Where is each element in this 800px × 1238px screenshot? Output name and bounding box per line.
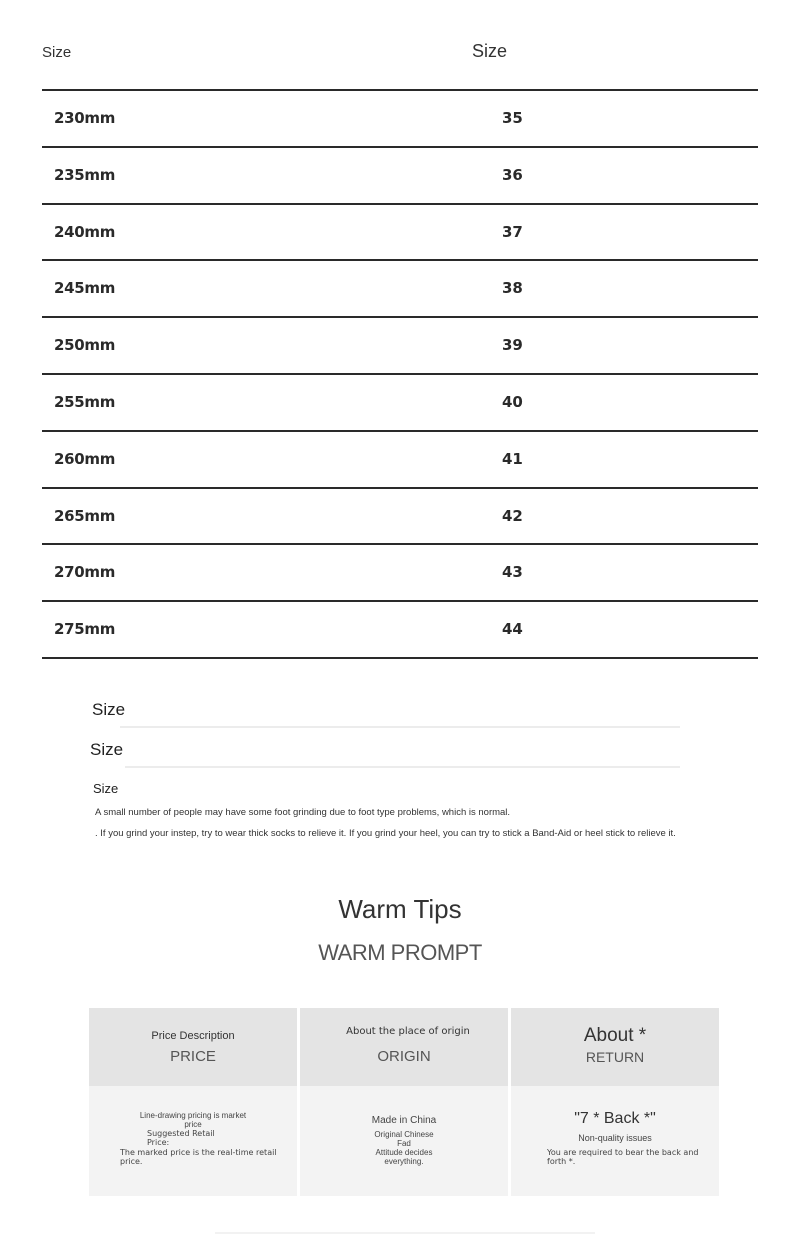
origin-body-line: Original Chinese xyxy=(374,1130,434,1139)
price-box-header xyxy=(89,1008,297,1086)
table-row xyxy=(42,431,758,487)
foot-length-cell: 240mm xyxy=(54,223,116,241)
table-row xyxy=(42,90,758,146)
return-body-line: forth *. xyxy=(547,1157,576,1166)
foot-length-cell: 250mm xyxy=(54,336,116,354)
foot-length-cell: 230mm xyxy=(54,109,116,127)
price-body-line: Price: xyxy=(147,1138,170,1147)
origin-body-line: Fad xyxy=(397,1139,411,1148)
note-title-2: Size xyxy=(90,740,124,759)
foot-length-cell: 265mm xyxy=(54,507,116,525)
return-box-header xyxy=(511,1008,719,1086)
faded-footer-line xyxy=(215,1232,595,1234)
note-title-1: Size xyxy=(92,700,126,719)
foot-length-cell: 270mm xyxy=(54,563,116,581)
origin-body-line: everything. xyxy=(384,1157,424,1166)
table-row xyxy=(42,260,758,316)
eu-size-cell: 43 xyxy=(502,563,523,581)
origin-box-body xyxy=(300,1086,508,1196)
price-body-line: The marked price is the real-time retail xyxy=(120,1148,277,1157)
table-row xyxy=(42,601,758,657)
warm-tips-title: Warm Tips xyxy=(338,894,462,924)
size-column-header-eu: Size xyxy=(472,41,508,61)
price-body-line: price. xyxy=(120,1157,143,1166)
table-row xyxy=(42,147,758,203)
table-row xyxy=(42,488,758,544)
faded-text-line xyxy=(125,766,680,768)
eu-size-cell: 36 xyxy=(502,166,523,184)
origin-body-main: Made in China xyxy=(371,1115,437,1126)
note-line-1: A small number of people may have some foot grinding due to foot type problems, which is normal. xyxy=(95,807,511,818)
return-body-main: "7 * Back *" xyxy=(574,1110,656,1127)
price-box-body xyxy=(89,1086,297,1196)
foot-length-cell: 255mm xyxy=(54,393,116,411)
note-title-3: Size xyxy=(93,781,119,796)
origin-box-header xyxy=(300,1008,508,1086)
return-box-body xyxy=(511,1086,719,1196)
origin-body-line: Attitude decides xyxy=(375,1148,433,1157)
eu-size-cell: 37 xyxy=(502,223,523,241)
table-row xyxy=(42,374,758,430)
eu-size-cell: 35 xyxy=(502,109,523,127)
return-box-caption: RETURN xyxy=(585,1049,645,1065)
origin-box-label: About the place of origin xyxy=(346,1026,470,1037)
price-box-label: Price Description xyxy=(151,1030,235,1042)
foot-length-cell: 260mm xyxy=(54,450,116,468)
price-body-line: price xyxy=(184,1120,202,1129)
origin-info-box xyxy=(300,1008,508,1196)
return-body-line: You are required to bear the back and xyxy=(547,1148,699,1157)
eu-size-cell: 42 xyxy=(502,507,523,525)
return-info-box xyxy=(511,1008,719,1196)
faded-text-line xyxy=(120,726,680,728)
foot-length-cell: 235mm xyxy=(54,166,116,184)
foot-length-cell: 245mm xyxy=(54,279,116,297)
eu-size-cell: 39 xyxy=(502,336,523,354)
return-body-sub: Non-quality issues xyxy=(578,1133,652,1143)
foot-length-cell: 275mm xyxy=(54,620,116,638)
eu-size-cell: 38 xyxy=(502,279,523,297)
origin-box-caption: ORIGIN xyxy=(377,1048,431,1065)
eu-size-cell: 44 xyxy=(502,620,523,638)
price-box-caption: PRICE xyxy=(170,1048,216,1065)
warm-tips-subtitle: WARM PROMPT xyxy=(318,940,482,965)
table-row xyxy=(42,204,758,260)
return-box-label: About * xyxy=(583,1025,647,1046)
table-row xyxy=(42,544,758,600)
price-info-box xyxy=(89,1008,297,1196)
eu-size-cell: 40 xyxy=(502,393,523,411)
price-body-line: Line-drawing pricing is market xyxy=(139,1111,247,1120)
note-line-2: . If you grind your instep, try to wear thick socks to relieve it. If you grind your heel, you can try to stick a Band-Aid or heel stick to relieve it. xyxy=(95,828,676,839)
table-row xyxy=(42,317,758,373)
price-body-line: Suggested Retail xyxy=(147,1129,215,1138)
eu-size-cell: 41 xyxy=(502,450,523,468)
table-divider xyxy=(42,657,758,659)
size-column-header-mm: Size xyxy=(42,44,72,61)
